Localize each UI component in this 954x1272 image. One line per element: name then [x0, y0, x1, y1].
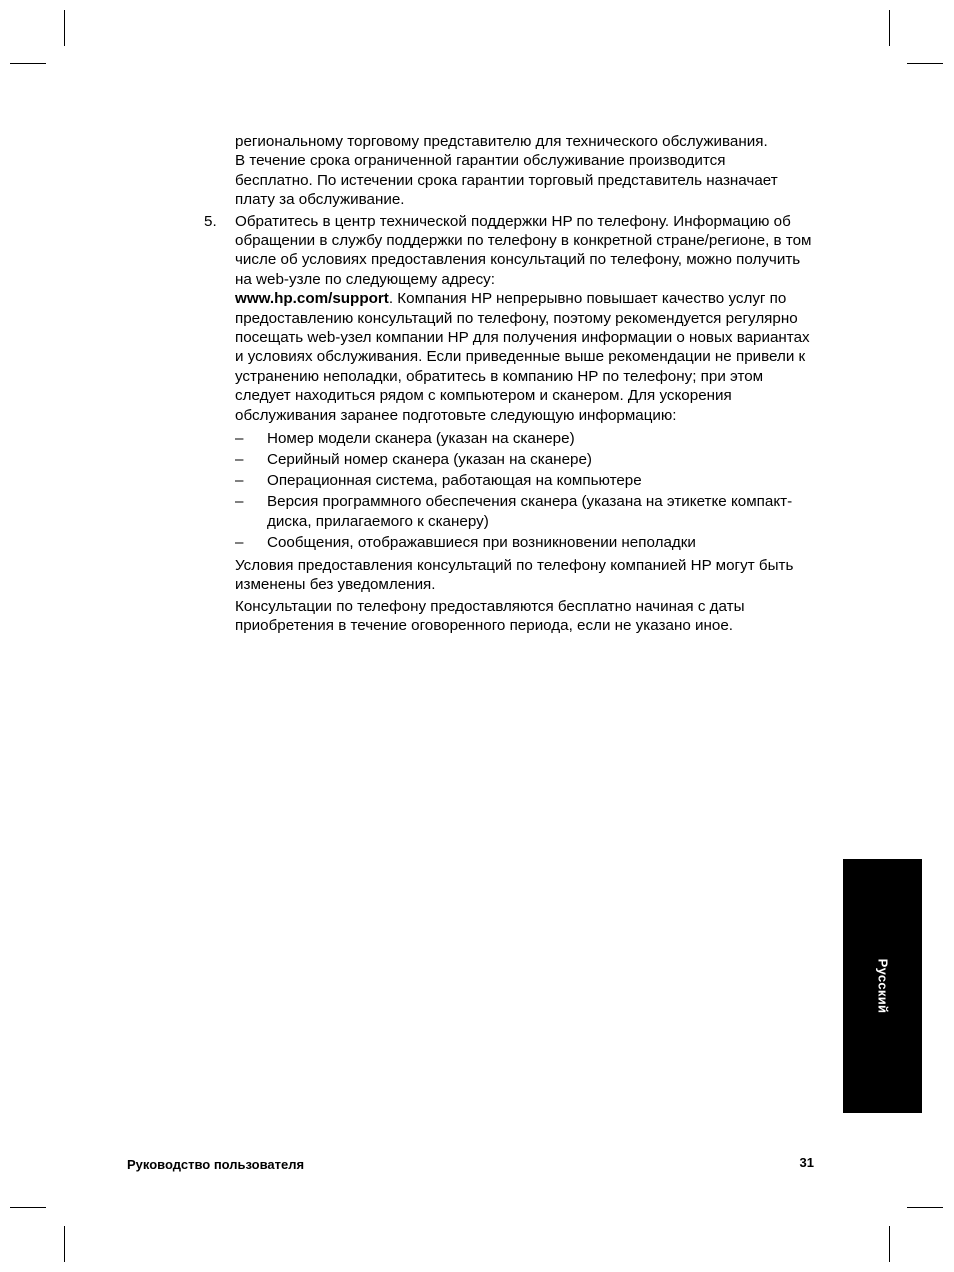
language-tab-label: Русский: [875, 958, 890, 1014]
step-text-before-link: Обратитесь в центр технической поддержки HP по телефону. Информацию об обращении в службу поддержки по телефону в конкретной стране/регионе, в том числе об условиях предоставления консультаций по телефону, можно получить на web-узле по следующему адресу:: [235, 212, 812, 288]
support-link[interactable]: www.hp.com/support: [235, 290, 389, 308]
step-text-after-link: . Компания HP непрерывно повышает качество услуг по предоставлению консультаций по телефону, поэтому рекомендуется регулярно посещать web-узел компании HP для получения информации о новых вариантах и условиях обслуживания. Если приведенные выше рекомендации не привели к устранению неполадки, обратитесь в компанию HP по телефону; при этом следует находиться рядом с компьютером и сканером. Для ускорения обслуживания заранее подготовьте следующую информацию:: [235, 290, 810, 424]
crop-mark-bottom-right-vertical: [889, 1226, 890, 1262]
list-item-text: Сообщения, отображавшиеся при возникновении неполадки: [267, 533, 696, 551]
language-side-tab: [843, 859, 922, 1113]
crop-mark-bottom-left-horizontal: [10, 1207, 46, 1208]
list-item-text: Номер модели сканера (указан на сканере): [267, 430, 575, 448]
step-body: [235, 212, 820, 636]
page-number: 31: [799, 1155, 814, 1170]
step-paragraph: [235, 212, 820, 425]
crop-mark-bottom-left-vertical: [64, 1226, 65, 1262]
step-number: 5.: [204, 212, 217, 230]
crop-mark-top-left-horizontal: [10, 63, 46, 64]
page-content: [200, 132, 820, 636]
intro-line: плату за обслуживание.: [235, 191, 405, 209]
step-5: [200, 212, 820, 636]
intro-line: бесплатно. По истечении срока гарантии торговый представитель назначает: [235, 171, 778, 189]
list-item-text: Серийный номер сканера (указан на сканере): [267, 451, 592, 469]
note-paragraph-1: Условия предоставления консультаций по телефону компанией HP могут быть изменены без уведомления.: [235, 556, 794, 594]
note-paragraph-2: Консультации по телефону предоставляются бесплатно начиная с даты приобретения в течение оговоренного периода, если не указано иное.: [235, 597, 745, 635]
info-list: [235, 429, 820, 552]
dash-bullet: –: [235, 472, 244, 490]
list-item: [235, 450, 820, 469]
crop-mark-top-right-vertical: [889, 10, 890, 46]
list-item: [235, 471, 820, 490]
dash-bullet: –: [235, 451, 244, 469]
dash-bullet: –: [235, 533, 244, 551]
crop-mark-top-left-vertical: [64, 10, 65, 46]
dash-bullet: –: [235, 430, 244, 448]
crop-mark-top-right-horizontal: [907, 63, 943, 64]
list-item-text: Операционная система, работающая на компьютере: [267, 472, 642, 490]
list-item: [235, 533, 820, 552]
dash-bullet: –: [235, 493, 244, 511]
intro-line: В течение срока ограниченной гарантии обслуживание производится: [235, 152, 726, 170]
list-item: [235, 492, 820, 531]
crop-mark-bottom-right-horizontal: [907, 1207, 943, 1208]
intro-paragraph: [235, 132, 820, 210]
list-item: [235, 429, 820, 448]
intro-line: региональному торговому представителю для технического обслуживания.: [235, 133, 768, 150]
list-item-text: Версия программного обеспечения сканера (указана на этикетке компакт-диска, прилагаемого к сканеру): [267, 493, 793, 530]
footer-title: Руководство пользователя: [127, 1157, 305, 1172]
